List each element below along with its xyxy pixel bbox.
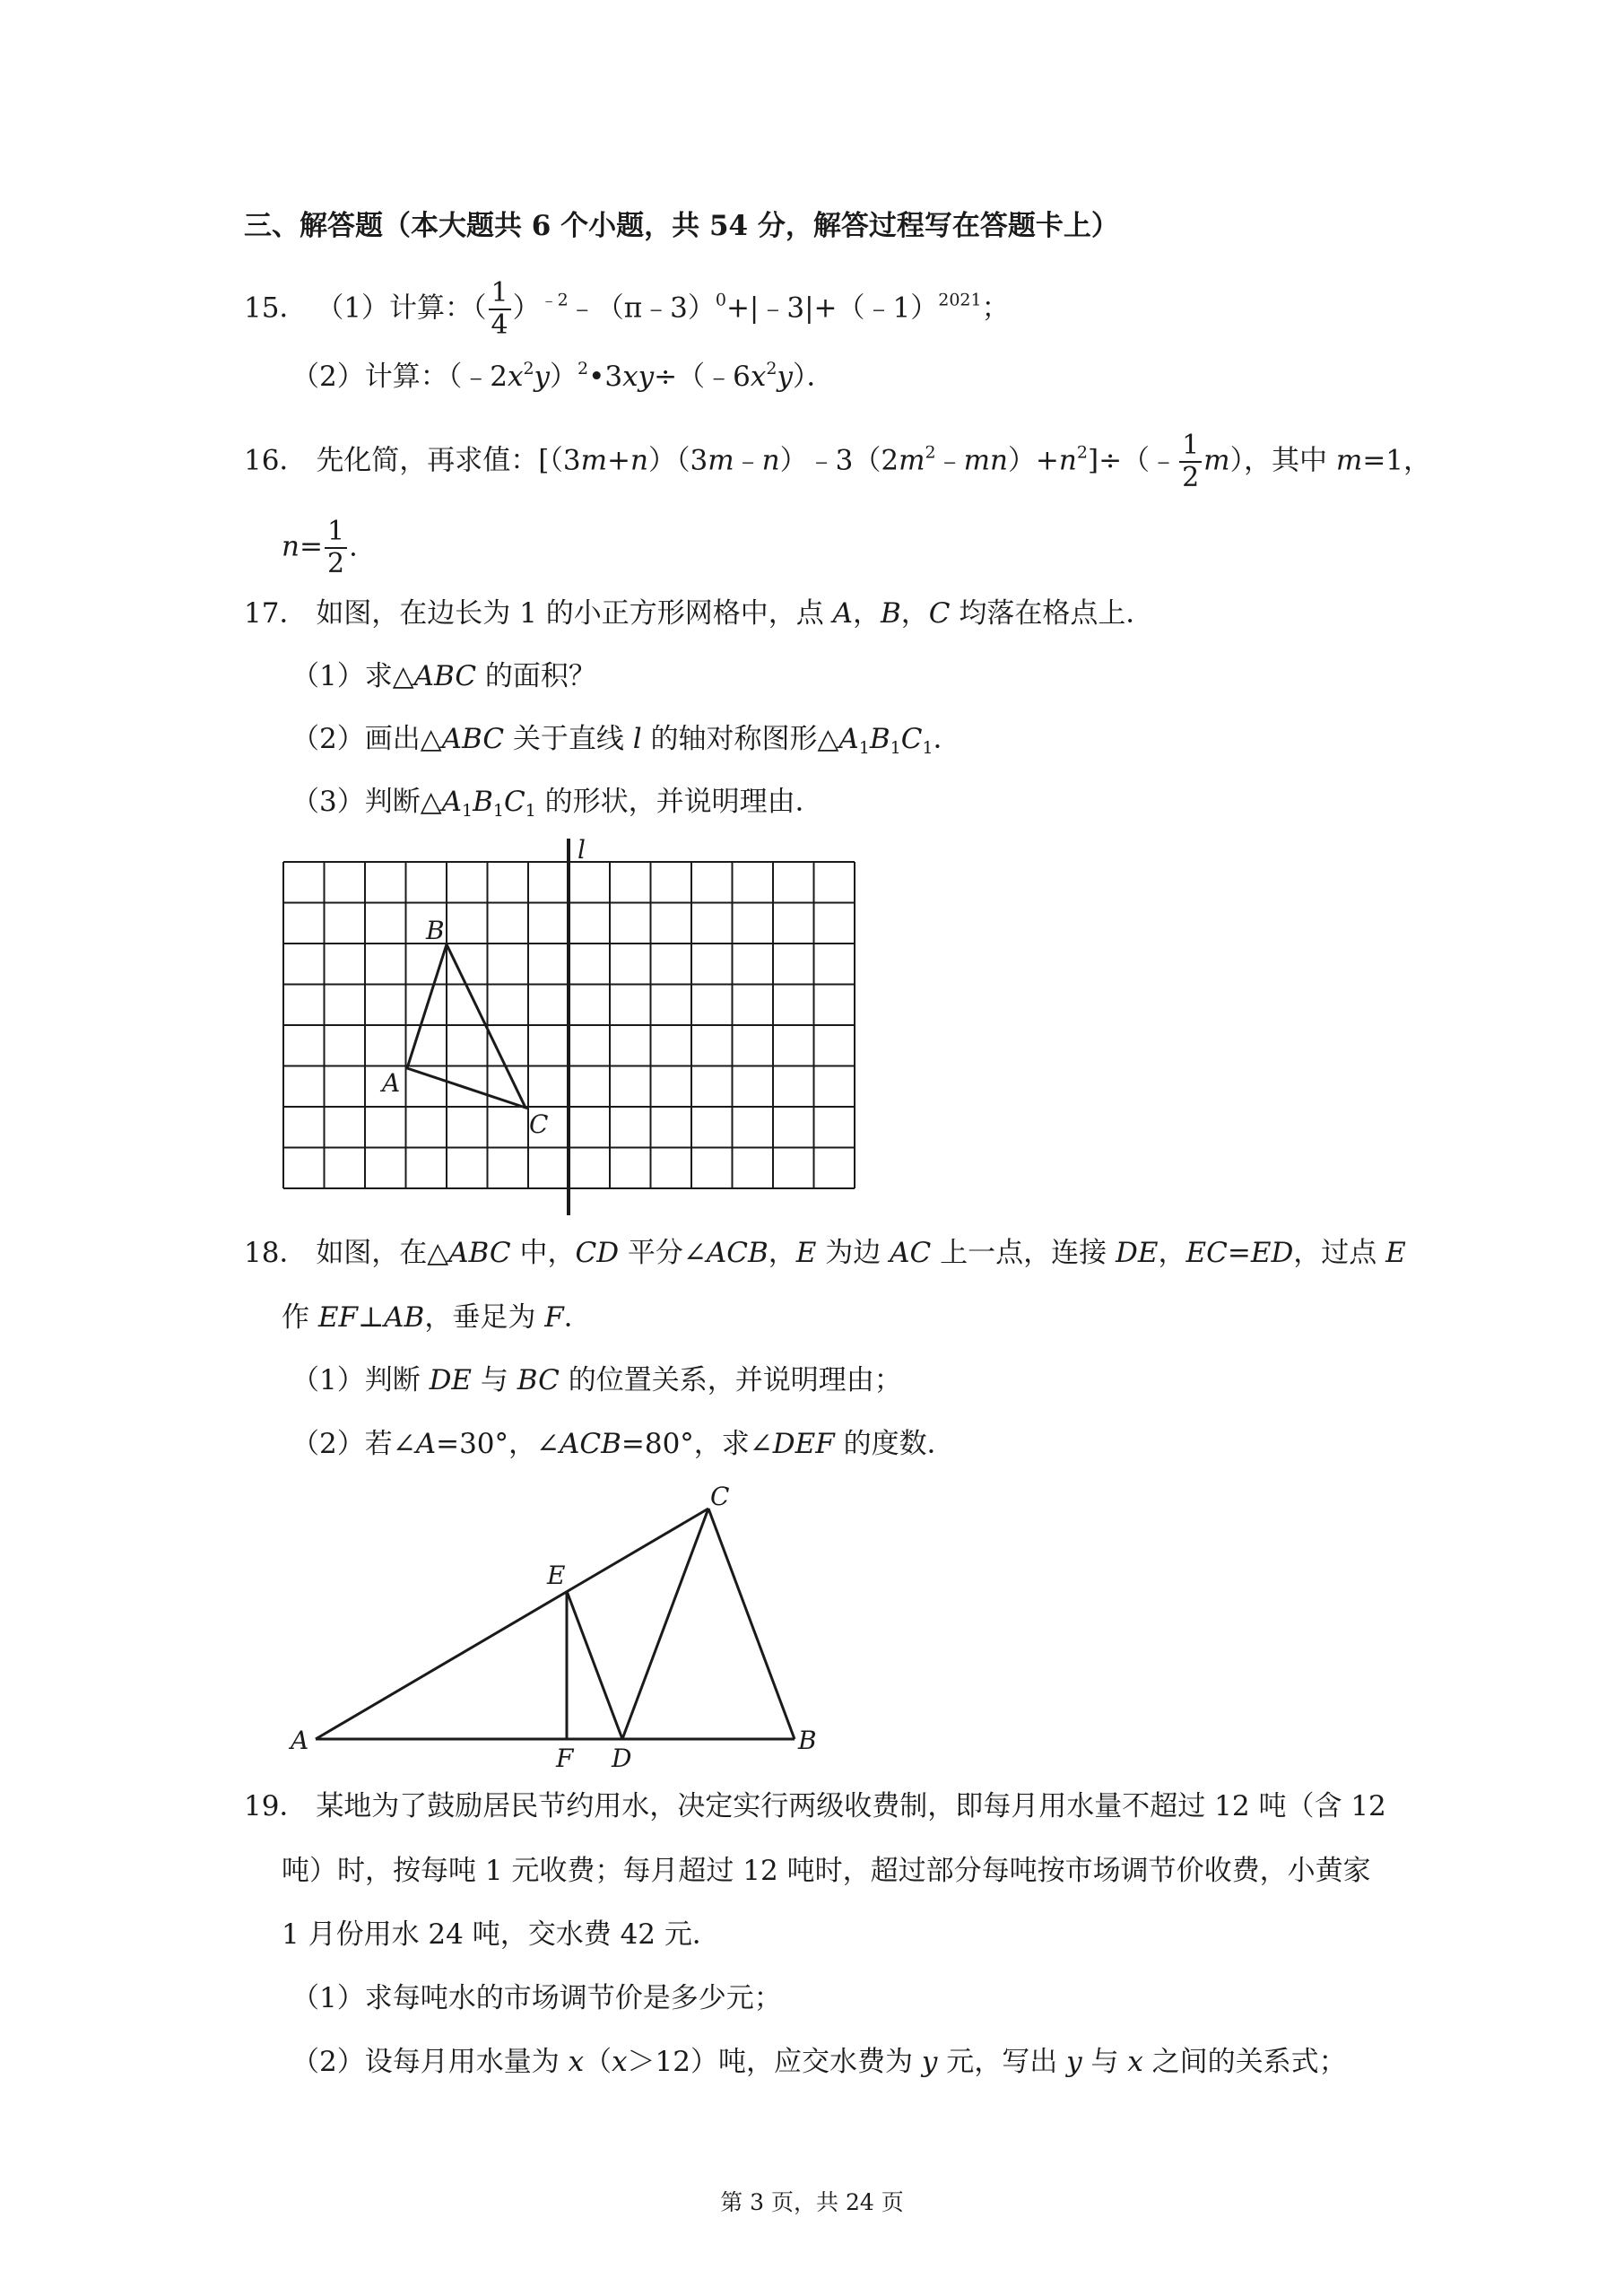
var: mn (963, 444, 1008, 477)
var: ACB (706, 1237, 769, 1269)
question-19-line-2: 吨）时，按每吨 1 元收费；每月超过 12 吨时，超过部分每吨按市场调节价收费，小黄家 (282, 1855, 1371, 1887)
var: B (473, 786, 493, 818)
var: E (795, 1237, 817, 1269)
question-19-part-2 (291, 2042, 1347, 2082)
fraction-one-half (1179, 432, 1202, 491)
q17-text: ， (853, 597, 881, 630)
q18-text: ⊥ (358, 1301, 385, 1334)
q16-text: =1， (1362, 444, 1432, 477)
q18-text: ，垂足为 (424, 1301, 545, 1334)
q18-text: ， (1158, 1237, 1186, 1269)
segment-ed (567, 1591, 622, 1739)
q16-text: ）+ (1007, 444, 1059, 477)
fraction-numerator: 1 (1182, 430, 1200, 461)
var: x (568, 2046, 585, 2078)
q19-text: （2）设每月用水量为 (291, 2046, 569, 2078)
var: DE (429, 1364, 473, 1396)
label-B: B (426, 916, 445, 945)
q16-text: + (607, 444, 631, 477)
var: y (1066, 2046, 1082, 2078)
q15-text: ）． (792, 361, 835, 393)
question-17-part-3 (291, 782, 823, 822)
q15-text: ﹣（π﹣3） (568, 291, 716, 325)
question-19-line-3: 1 月份用水 24 吨，交水费 42 元． (282, 1918, 720, 1951)
exponent: 2 (523, 359, 534, 378)
question-15-part-1 (244, 277, 1010, 341)
q19-text: 某地为了鼓励居民节约用水，决定实行两级收费制，即每月用水量不超过 12 吨（含 12 (316, 1790, 1386, 1822)
var: EF (317, 1301, 358, 1334)
q17-text: ． (933, 723, 961, 755)
var: A (441, 786, 462, 818)
exponent: 2 (1076, 442, 1088, 463)
q15-text: （1）计算：（ (316, 291, 487, 325)
q17-text: 的形状，并说明理由． (535, 786, 823, 818)
var: ED (1250, 1237, 1294, 1269)
question-19-part-1: （1）求每吨水的市场调节价是多少元； (291, 1982, 782, 2014)
var: n (1058, 444, 1077, 477)
q19-text: 元，写出 (937, 2046, 1067, 2078)
var: F (544, 1301, 564, 1334)
var: C (503, 786, 525, 818)
q15-text: ； (981, 291, 1010, 325)
var: EC (1185, 1237, 1228, 1269)
var: x (750, 361, 767, 393)
exponent: 2021 (938, 290, 982, 310)
var: xy (622, 361, 655, 393)
exponent: 2 (766, 359, 777, 378)
q18-text: 的度数． (834, 1428, 955, 1460)
question-19-number: 19． (244, 1790, 308, 1822)
question-17-number: 17． (244, 597, 308, 630)
label-A: A (291, 1726, 309, 1755)
q16-text: ﹣ (935, 444, 964, 477)
var: y (777, 361, 793, 393)
subscript: 1 (922, 738, 934, 758)
exponent: ﹣2 (540, 290, 569, 310)
var: m (1335, 444, 1363, 477)
q18-text: 如图，在△ (316, 1237, 449, 1269)
question-18-line-2 (282, 1298, 592, 1337)
question-17-stem (244, 594, 1153, 633)
question-15-part-2 (291, 357, 834, 396)
q16-text: ），其中 (1229, 444, 1336, 477)
var: x (1127, 2046, 1143, 2078)
q16-text: 先化简，再求值：[（3 (316, 444, 581, 477)
q18-text: 作 (282, 1301, 318, 1334)
var: E (1385, 1237, 1406, 1269)
var: ABC (413, 660, 477, 692)
q17-text: 均落在格点上． (950, 597, 1154, 630)
q16-text: ）（3 (648, 444, 708, 477)
question-18-part-2 (291, 1424, 955, 1464)
q16-text: ]÷（﹣ (1087, 444, 1178, 477)
q17-text: （3）判断△ (291, 786, 442, 818)
var: y (921, 2046, 938, 2078)
question-15-number: 15． (244, 291, 308, 325)
q17-text: 如图，在边长为 1 的小正方形网格中，点 (316, 597, 833, 630)
subscript: 1 (890, 738, 901, 758)
question-16-number: 16． (244, 444, 308, 477)
var: A (415, 1428, 437, 1460)
label-F: F (556, 1744, 574, 1767)
var: m (708, 444, 734, 477)
var: m (1203, 444, 1230, 477)
q18-text: =30°，∠ (436, 1428, 560, 1460)
q18-text: ． (563, 1301, 592, 1334)
var: BC (517, 1364, 560, 1396)
question-17-part-2 (291, 719, 961, 759)
q18-text: （1）判断 (291, 1364, 430, 1396)
var: AC (890, 1237, 932, 1269)
label-C: C (710, 1482, 730, 1511)
subscript: 1 (492, 801, 504, 821)
q19-text: （ (584, 2046, 612, 2078)
page-footer: 第 3 页，共 24 页 (720, 2189, 904, 2215)
q18-text: 的位置关系，并说明理由； (559, 1364, 902, 1396)
q17-text: ， (900, 597, 929, 630)
var: ABC (441, 723, 505, 755)
var: B (881, 597, 901, 630)
var: AB (384, 1301, 425, 1334)
subscript: 1 (461, 801, 473, 821)
segment-ac (316, 1509, 708, 1739)
label-D: D (612, 1744, 632, 1767)
q16-text: ）﹣3（2 (779, 444, 899, 477)
var: DE (1115, 1237, 1159, 1269)
var: A (832, 597, 853, 630)
question-18-part-1 (291, 1361, 902, 1400)
fraction-numerator: 1 (491, 277, 508, 309)
var: A (838, 723, 859, 755)
var: DEF (772, 1428, 835, 1460)
exponent: 0 (715, 290, 726, 310)
segment-cb (708, 1509, 795, 1739)
fraction-one-half (325, 518, 347, 578)
q18-text: ，过点 (1293, 1237, 1386, 1269)
label-A: A (382, 1068, 401, 1098)
question-16-line-2 (282, 518, 358, 578)
q18-text: 中， (510, 1237, 576, 1269)
var: CD (575, 1237, 620, 1269)
q15-text: •3 (588, 361, 623, 393)
q18-text: ， (768, 1237, 796, 1269)
label-l: l (578, 839, 586, 865)
var: C (900, 723, 923, 755)
var: m (580, 444, 608, 477)
q18-text: （2）若∠ (291, 1428, 416, 1460)
var: m (899, 444, 925, 477)
var: y (534, 361, 551, 393)
q15-text: （2）计算：（﹣2 (291, 361, 508, 393)
q16-text: ﹣ (734, 444, 762, 477)
fraction-denominator: 4 (491, 309, 508, 341)
question-18-line-1 (244, 1233, 1406, 1273)
q15-text: ÷（﹣6 (654, 361, 751, 393)
label-E: E (547, 1561, 566, 1590)
q18-text: = (1227, 1237, 1251, 1269)
label-B: B (798, 1726, 817, 1755)
question-18-number: 18． (244, 1237, 308, 1269)
var: n (282, 530, 300, 563)
exponent: 2 (578, 359, 589, 378)
question-19-line-1 (244, 1787, 1386, 1826)
fraction-denominator: 2 (1182, 462, 1200, 493)
var: ACB (560, 1428, 621, 1460)
q17-grid-figure (269, 839, 879, 1215)
q18-text: 平分∠ (619, 1237, 707, 1269)
question-16-line-1 (244, 432, 1431, 491)
q18-triangle-figure (278, 1480, 852, 1767)
fraction-denominator: 2 (326, 548, 345, 579)
q15-text: ） (512, 291, 541, 325)
fraction-numerator: 1 (326, 516, 345, 547)
var: x (507, 361, 524, 393)
var: n (630, 444, 648, 477)
q17-text: 关于直线 (504, 723, 633, 755)
var: l (632, 723, 642, 755)
q15-text: ） (550, 361, 578, 393)
q18-text: 为边 (816, 1237, 890, 1269)
q16-text: . (349, 530, 358, 563)
var: n (761, 444, 780, 477)
question-17-part-1 (291, 657, 596, 696)
fraction-one-quarter (489, 277, 511, 341)
q19-text: 与 (1081, 2046, 1128, 2078)
var: x (612, 2046, 628, 2078)
q18-text: 与 (472, 1364, 517, 1396)
q18-text: =80°，求∠ (621, 1428, 773, 1460)
segment-cd (622, 1509, 708, 1739)
var: C (928, 597, 951, 630)
var: ABC (448, 1237, 511, 1269)
q17-text: 的轴对称图形△ (641, 723, 839, 755)
q17-text: 的面积？ (476, 660, 596, 692)
var: B (869, 723, 890, 755)
q17-text: （2）画出△ (291, 723, 442, 755)
section-title: 三、解答题（本大题共 6 个小题，共 54 分，解答过程写在答题卡上） (244, 210, 1119, 242)
q17-text: （1）求△ (291, 660, 414, 692)
q16-text: = (299, 530, 323, 563)
q19-text: ＞12）吨，应交水费为 (627, 2046, 922, 2078)
subscript: 1 (858, 738, 870, 758)
q19-text: 之间的关系式； (1142, 2046, 1347, 2078)
subscript: 1 (525, 801, 536, 821)
q15-text: +|﹣3|+（﹣1） (725, 291, 939, 325)
exponent: 2 (925, 442, 936, 463)
q18-text: 上一点，连接 (931, 1237, 1116, 1269)
label-C: C (529, 1109, 549, 1139)
